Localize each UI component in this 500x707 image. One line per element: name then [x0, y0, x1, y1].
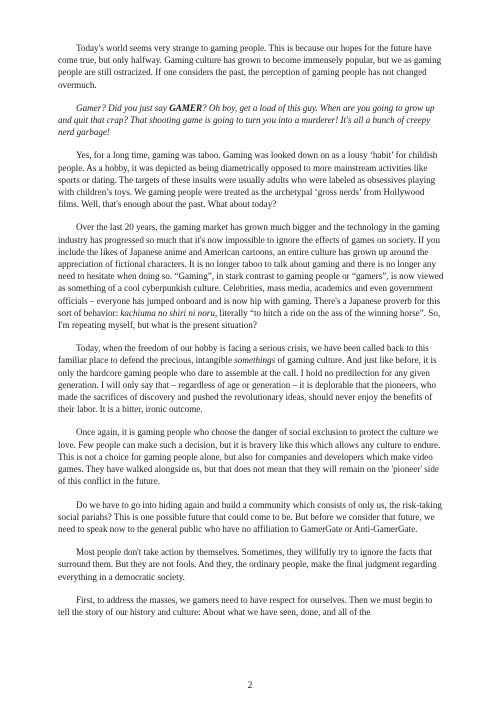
paragraph-intro: Today's world seems very strange to gaming people. This is because our hopes for the future have come true, but only halfway. Gaming culture has grown to become immensely popular, but we as gaming people are still ostracized. If one considers the past, the perception of gaming people has not changed overmuch.	[58, 43, 442, 90]
proverb-italic: kachiuma no shiri ni noru	[120, 307, 215, 318]
paragraph-ordinary-people: Most people don't take action by themselves. Sometimes, they willfully try to ignore the facts that surround them. But they are not fools. And they, the ordinary people, make the final judgment regarding everything in a democratic society.	[58, 547, 437, 582]
paragraph-hiding: Do we have to go into hiding again and build a community which consists of only us, the risk-taking social pariahs? This is one possible future that could come to be. But before we consider that future, we need to speak now to the general public who have no affiliation to GamerGate or Anti-GamerGate.	[58, 499, 442, 534]
somethings-italic: somethings	[234, 355, 276, 366]
paragraph-bravery: Once again, it is gaming people who choose the danger of social exclusion to protect the culture we love. Few people can make such a decision, but it is bravery like this which allows any culture to endure. This is not a choice for gaming people alone, but also for companies and developers which make video games. They have walked alongside us, but that does not mean that they will remain on the 'pioneer' side of this conflict in the future.	[58, 427, 441, 487]
paragraph-market-growth	[58, 221, 444, 331]
paragraph-crisis	[58, 342, 444, 415]
paragraph-taboo-history: Yes, for a long time, gaming was taboo. Gaming was looked down on as a lousy ‘habit’ for childish people. As a hobby, it was depicted as being diametrically opposed to more mainstream activities like sports or dating. The targets of these insults were usually adults who were labeled as obsessives playing with children’s toys. We gaming people were treated as the archetypal ‘gross nerds’ from Hollywood films. Well, that's enough about the past. What about today?	[58, 150, 438, 210]
quote-text-after: ? Oh boy, get a load of this guy. When are you going to grow up and quit that crap? That shooting game is going to turn you into a murderer! It's all a bunch of creepy nerd garbage!	[58, 102, 435, 138]
market-text-before: Over the last 20 years, the gaming market has grown much bigger and the technology in the gaming industry has progressed so much that it's now impossible to ignore the effects of games on society. If you include the likes of Japanese anime and American cartoons, an entire culture has grown up around the appreciation of fictional characters. It is no longer taboo to talk about gaming and there is no longer any need to hesitate when doing so. “Gaming”, in stark contrast to gaming people or “gamers”, is now viewed as something of a cool cyberpunkish culture. Celebrities, mass media, academics and even government officials – everyone has jumped onboard and is now hip with gaming. There's a Japanese proverb for this sort of behavior:	[58, 222, 444, 318]
quote-text-before: Gamer? Did you just say	[76, 102, 170, 113]
crisis-text-before: Today, when the freedom of our hobby is facing a serious crisis, we have been called back to this familiar place to defend the precious, intangible	[58, 343, 429, 366]
page-number: 2	[247, 681, 253, 691]
crisis-text-after: of gaming culture. And just like before, it is only the hardcore gaming people who dare to assemble at the call. I hold no predilection for any given generation. I will only say that – regardless of age or generation – it is deplorable that the pioneers, who made the sacrifices of discovery and pushed the revolutionary ideas, should never enjoy the benefits of their labor. It is a bitter, ironic outcome.	[58, 355, 437, 415]
paragraph-quoted-insult	[58, 102, 444, 139]
quote-emphasis-gamer: GAMER	[169, 102, 203, 113]
market-text-after: , literally “to hitch a ride on the ass of the winning horse”. So, I'm repeating myself, but what is the present situation?	[58, 307, 441, 331]
paragraph-address-masses: First, to address the masses, we gamers need to have respect for ourselves. Then we must begin to tell the story of our history and culture: About what we have seen, done, and all of the	[58, 594, 433, 617]
